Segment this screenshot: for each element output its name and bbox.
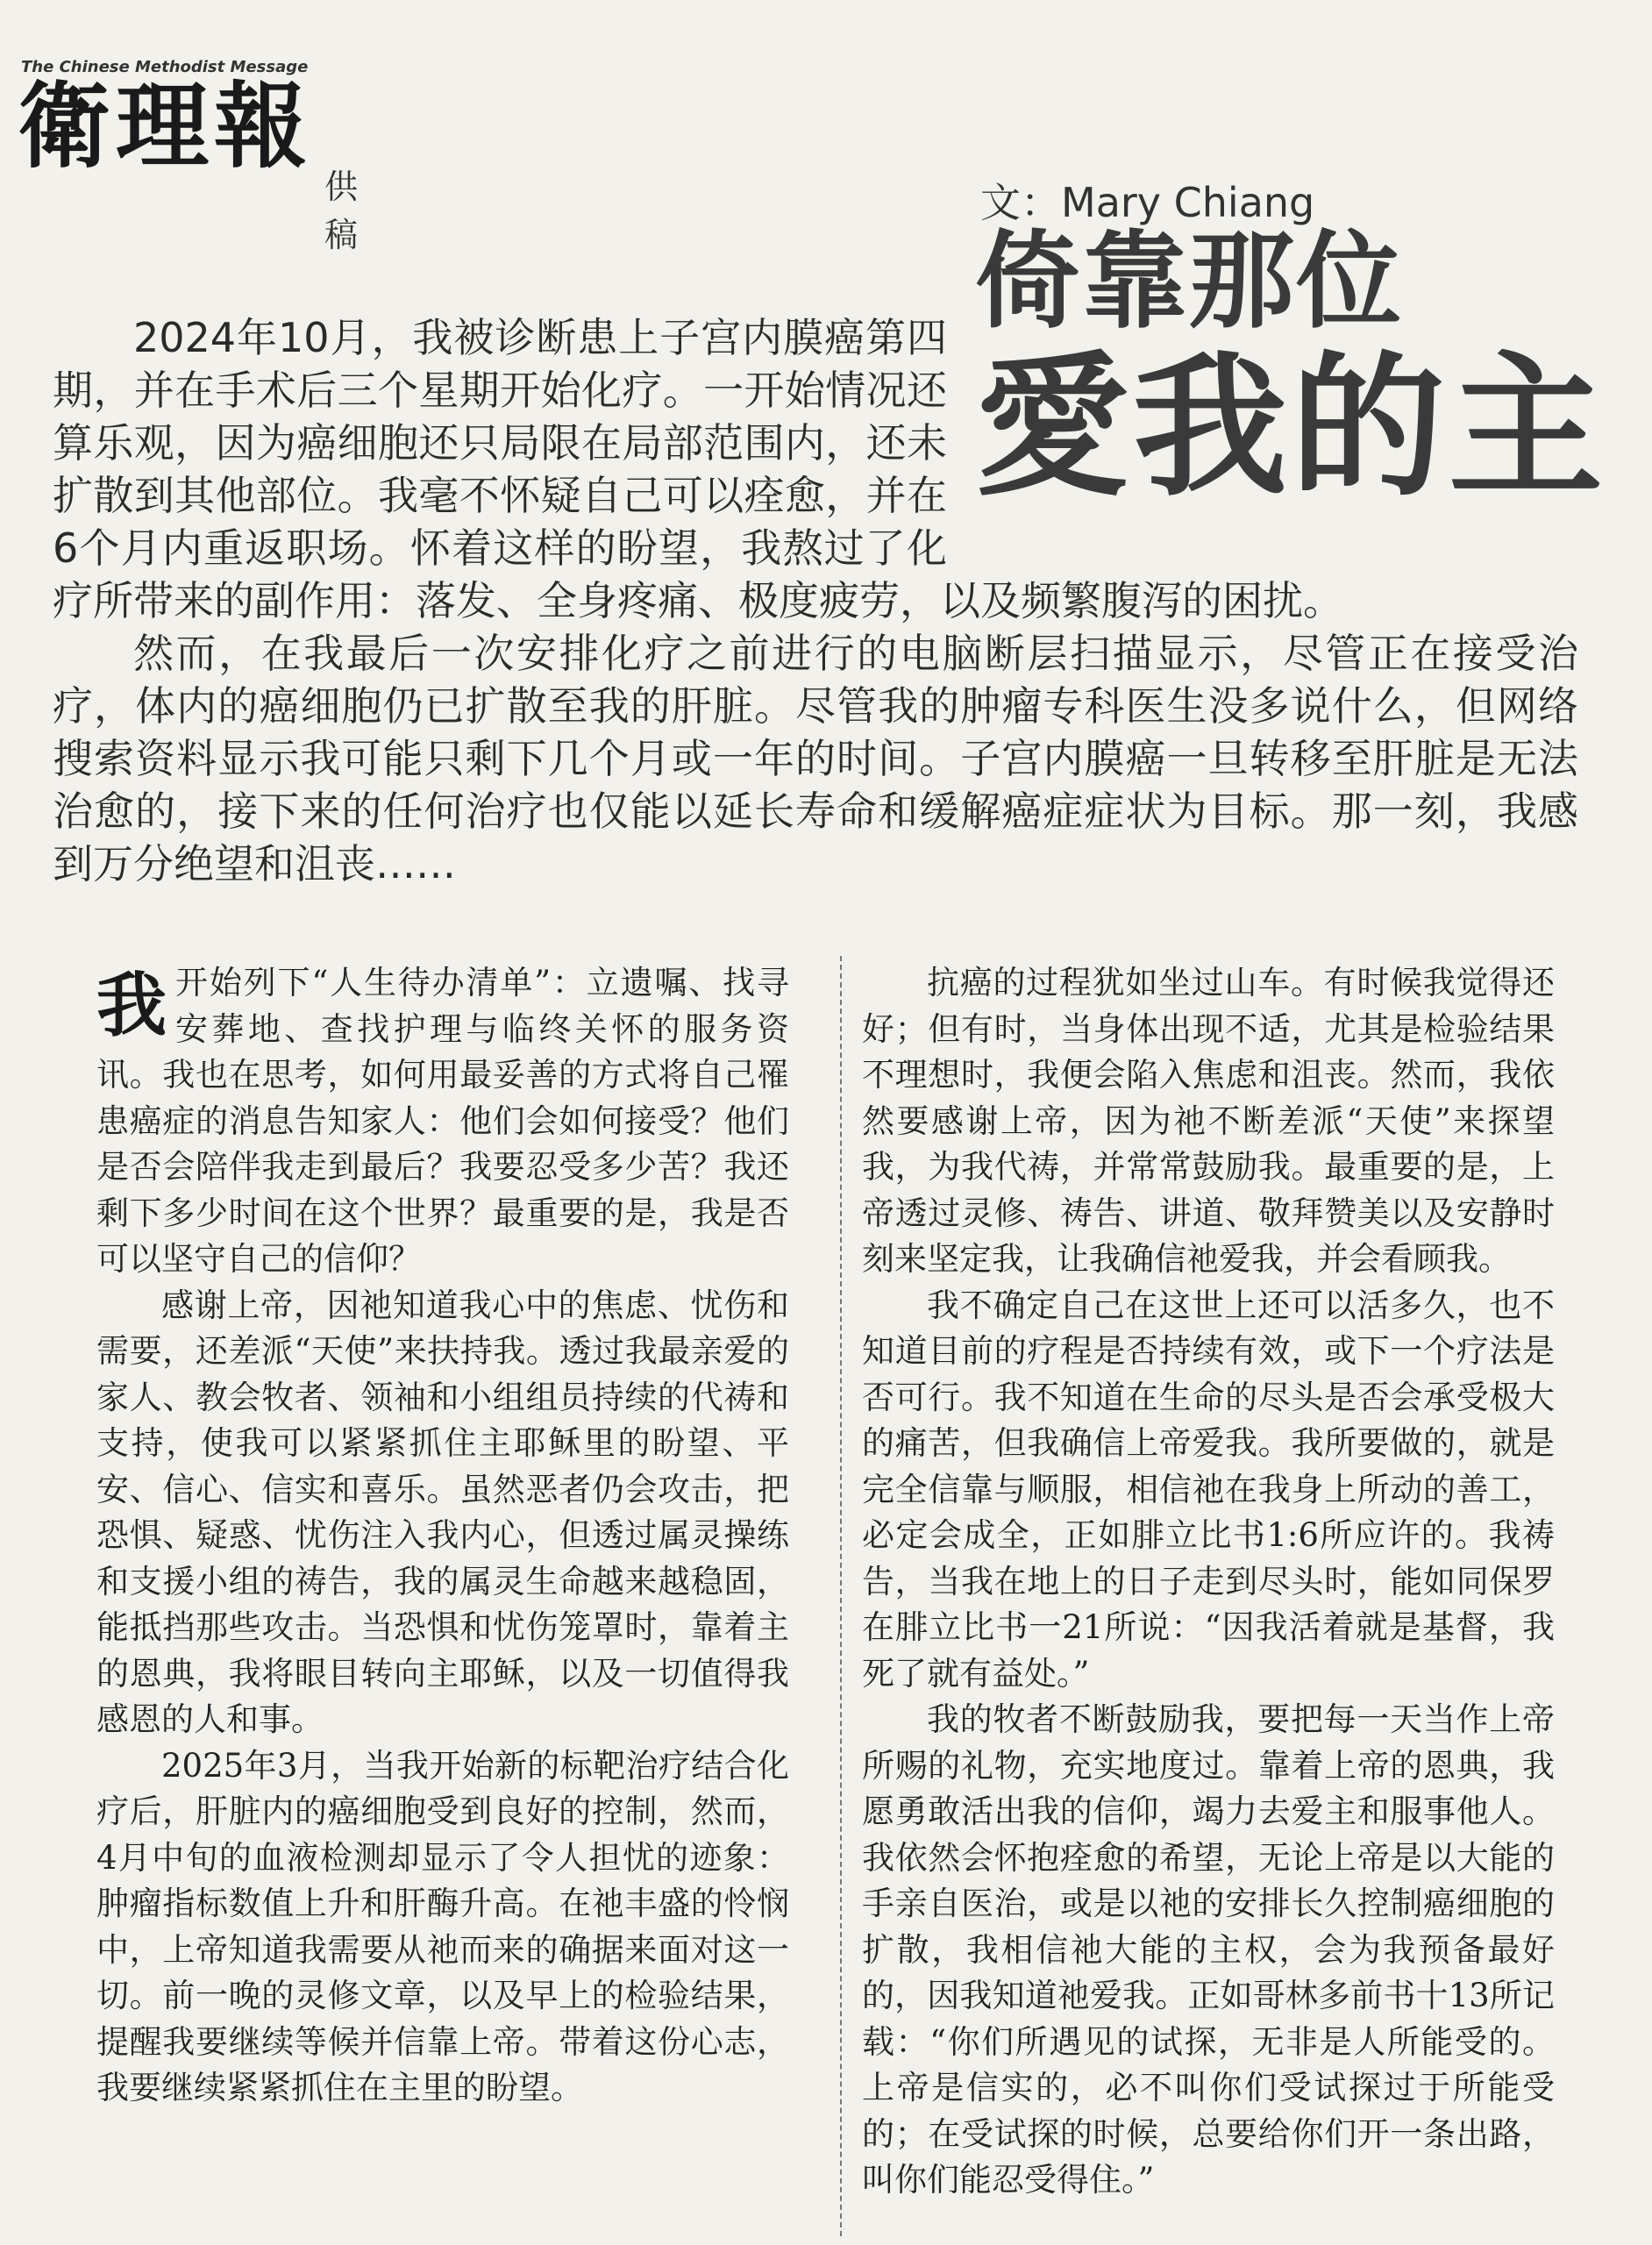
title-space: [947, 311, 1578, 544]
masthead: [18, 58, 386, 254]
masthead-logo: 衛理報: [18, 73, 312, 181]
article-title-line1: 倚靠那位: [975, 221, 1403, 343]
left-paragraph-3: 2025年3月，当我开始新的标靶治疗结合化疗后，肝脏内的癌细胞受到良好的控制，然而，4月中旬的血液检测却显示了令人担忧的迹象：肿瘤指标数值上升和肝酶升高。在祂丰盛的怜悯中，上帝知道我需要从祂而来的确据来面对这一切。前一晚的灵修文章，以及早上的检验结果，提醒我要继续等候并信靠上帝。带着这份心志，我要继续紧紧抓住在主里的盼望。: [96, 1746, 789, 2106]
masthead-english: The Chinese Methodist Message: [21, 58, 309, 76]
left-paragraph-1-text: 开始列下“人生待办清单”：立遗嘱、找寻安葬地、查找护理与临终关怀的服务资讯。我也在思考，如何用最妥善的方式将自己罹患癌症的消息告知家人：他们会如何接受？他们是否会陪伴我走到最后？我要忍受多少苦？我还剩下多少时间在这个世界？最重要的是，我是否可以坚守自己的信仰？: [96, 964, 789, 1278]
left-column: [96, 960, 789, 2112]
intro-paragraph-2: 然而，在我最后一次安排化疗之前进行的电脑断层扫描显示，尽管正在接受治疗，体内的癌细胞仍已扩散至我的肝脏。尽管我的肿瘤专科医生没多说什么，但网络搜索资料显示我可能只剩下几个月或一年的时间。子宫内膜癌一旦转移至肝脏是无法治愈的，接下来的任何治疗也仅能以延长寿命和缓解癌症症状为目标。那一刻，我感到万分绝望和沮丧……: [53, 630, 1578, 887]
article-intro: [53, 311, 1578, 890]
right-paragraph-1: 抗癌的过程犹如坐过山车。有时候我觉得还好；但有时，当身体出现不适，尤其是检验结果不理想时，我便会陷入焦虑和沮丧。然而，我依然要感谢上帝，因为祂不断差派“天使”来探望我，为我代祷，并常常鼓励我。最重要的是，上帝透过灵修、祷告、讲道、敬拜赞美以及安静时刻来坚定我，让我确信祂爱我，并会看顾我。: [862, 964, 1555, 1278]
right-paragraph-3: 我的牧者不断鼓励我，要把每一天当作上帝所赐的礼物，充实地度过。靠着上帝的恩典，我愿勇敢活出我的信仰，竭力去爱主和服事他人。我依然会怀抱痊愈的希望，无论上帝是以大能的手亲自医治，或是以祂的安排长久控制癌细胞的扩散，我相信祂大能的主权，会为我预备最好的，因我知道祂爱我。正如哥林多前书十13所记载：“你们所遇见的试探，无非是人所能受的。上帝是信实的，必不叫你们受试探过于所能受的；在受试探的时候，总要给你们开一条出路，叫你们能忍受得住。”: [862, 1700, 1555, 2199]
article-title-line2: 愛我的主: [975, 338, 1607, 517]
article-byline: 文：Mary Chiang: [980, 179, 1315, 226]
right-paragraph-2: 我不确定自己在这世上还可以活多久，也不知道目前的疗程是否持续有效，或下一个疗法是否可行。我不知道在生命的尽头是否会承受极大的痛苦，但我确信上帝爱我。我所要做的，就是完全信靠与顺服，相信祂在我身上所动的善工，必定会成全，正如腓立比书1:6所应许的。我祷告，当我在地上的日子走到尽头时，能如同保罗在腓立比书一21所说：“因我活着就是基督，我死了就有益处。”: [862, 1286, 1555, 1693]
masthead-contribution: 供稿: [324, 167, 360, 254]
left-paragraph-2: 感谢上帝，因祂知道我心中的焦虑、忧伤和需要，还差派“天使”来扶持我。透过我最亲爱的家人、教会牧者、领袖和小组组员持续的代祷和支持，使我可以紧紧抓住主耶稣里的盼望、平安、信心、信实和喜乐。虽然恶者仍会攻击，把恐惧、疑惑、忧伤注入我内心，但透过属灵操练和支援小组的祷告，我的属灵生命越来越稳固，能抵挡那些攻击。当恐惧和忧伤笼罩时，靠着主的恩典，我将眼目转向主耶稣，以及一切值得我感恩的人和事。: [96, 1286, 789, 1738]
column-divider: [840, 956, 842, 2236]
drop-cap: 我: [96, 965, 167, 1046]
intro-paragraph-1: 2024年10月，我被诊断患上子宫内膜癌第四期，并在手术后三个星期开始化疗。一开始情况还算乐观，因为癌细胞还只局限在局部范围内，还未扩散到其他部位。我毫不怀疑自己可以痊愈，并在6个月内重返职场。怀着这样的盼望，我熬过了化疗所带来的副作用：落发、全身疼痛、极度疲劳，以及频繁腹泻的困扰。: [53, 314, 1343, 624]
left-paragraph-1: [96, 960, 789, 1283]
right-column: [862, 960, 1555, 2204]
